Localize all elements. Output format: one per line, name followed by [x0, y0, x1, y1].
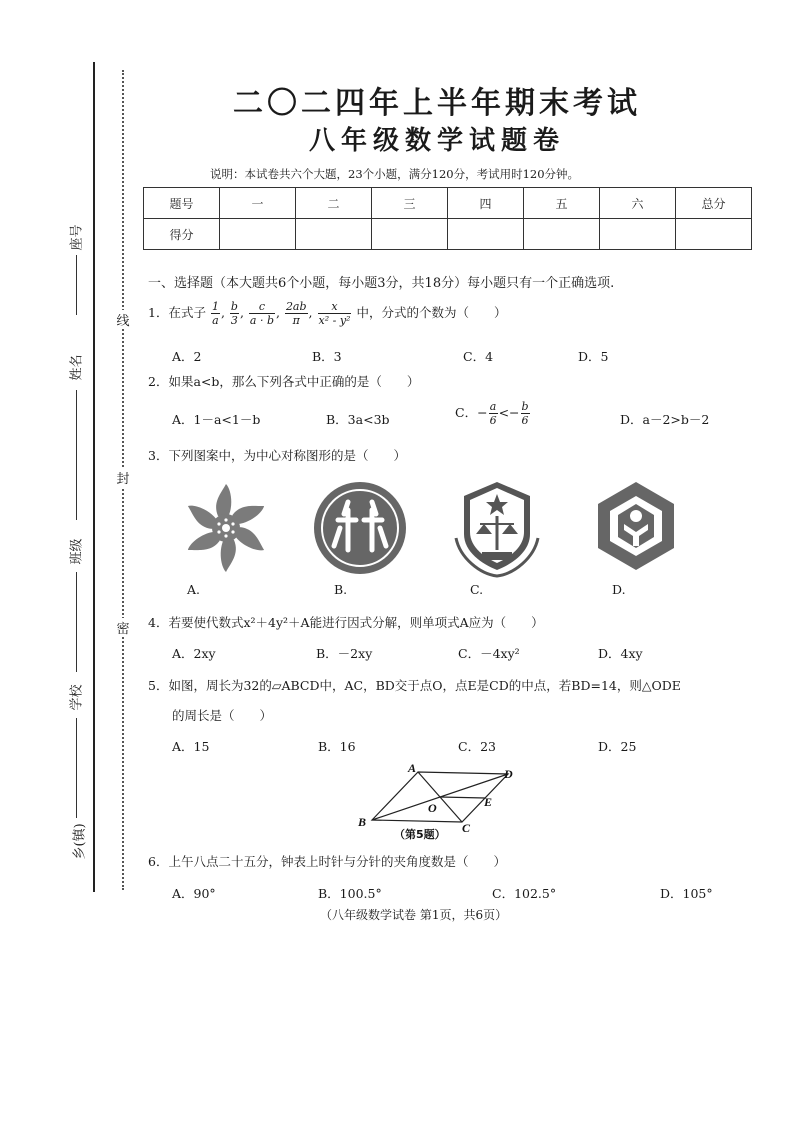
- school-line: [76, 718, 77, 818]
- numerator: c: [249, 300, 275, 314]
- fraction: [230, 300, 239, 327]
- score-cell: 二: [296, 188, 372, 219]
- q5-option-a: A．15: [172, 739, 210, 754]
- figure-caption: （第5题）: [394, 828, 446, 841]
- point-label-e: E: [484, 795, 493, 809]
- score-cell: 一: [220, 188, 296, 219]
- score-cell: [372, 219, 448, 250]
- hexagon-logo-figure: [590, 480, 682, 572]
- q2-option-c: C．− $\frac{a}{6}$ <− $\frac{b}{6}$: [455, 400, 529, 427]
- point-label-o: O: [428, 801, 437, 815]
- q3-option-c: C.: [470, 582, 484, 597]
- denominator: 6: [521, 414, 529, 427]
- q1-suffix: 中，分式的个数为（ ）: [356, 305, 507, 320]
- score-table-score-row: [144, 219, 752, 250]
- q6-option-c: C．102.5°: [492, 886, 557, 901]
- circle-emblem-figure: [312, 480, 408, 576]
- question-1: 1．在式子 $\frac{1}{a}$ , $\frac{b}{3}$ , $\frac{c}{a \cdot b}$ , $\frac{2ab}{\pi}$ , $\frac{x}{\text{x² - y²}}$ 中，分式的个数为（ ）: [148, 300, 507, 327]
- township-label: 乡(镇): [72, 823, 88, 860]
- score-cell: 五: [524, 188, 600, 219]
- numerator: b: [521, 400, 529, 413]
- q2-option-c-label: C．: [455, 405, 478, 420]
- q1-prefix: 1．在式子: [148, 305, 206, 320]
- q4-option-b: B．－2xy: [316, 646, 373, 661]
- numerator: b: [230, 300, 238, 313]
- point-label-d: D: [504, 767, 513, 781]
- flower-pattern-figure: [180, 482, 272, 574]
- point-label-b: B: [358, 815, 367, 829]
- question-2: 2．如果a<b，那么下列各式中正确的是（ ）: [148, 374, 420, 389]
- name-line: [76, 390, 77, 520]
- q1-option-c: C．4: [463, 349, 494, 364]
- numerator: 1: [211, 300, 219, 313]
- fraction: [489, 400, 498, 427]
- score-cell: [220, 219, 296, 250]
- q1-option-a: A．2: [172, 349, 202, 364]
- q2-option-a: A．1－a<1－b: [172, 412, 261, 427]
- q2-option-b: B．3a<3b: [326, 412, 390, 427]
- court-badge-figure: [450, 478, 544, 578]
- q5-option-b: B．16: [318, 739, 356, 754]
- q1-option-b: B．3: [312, 349, 342, 364]
- score-cell: [676, 219, 752, 250]
- parallelogram-figure: [350, 760, 530, 842]
- q6-option-d: D．105°: [660, 886, 713, 901]
- denominator: a · b: [249, 314, 274, 327]
- class-label: 班级: [69, 538, 85, 565]
- seal-char-mi: 密: [114, 618, 132, 637]
- q2-option-d: D．a－2>b－2: [620, 412, 710, 427]
- score-cell: [524, 219, 600, 250]
- score-cell: [448, 219, 524, 250]
- exam-title: 二〇二四年上半年期末考试: [233, 86, 641, 121]
- school-label: 学校: [69, 684, 85, 711]
- fraction: [249, 300, 275, 327]
- fraction: [521, 400, 530, 427]
- fraction: [318, 300, 352, 327]
- seat-number-line: [76, 255, 77, 315]
- score-table-header-row: [144, 188, 752, 219]
- denominator: a: [212, 314, 219, 327]
- score-cell: 总分: [676, 188, 752, 219]
- numerator: a: [489, 400, 497, 413]
- numerator: 2ab: [285, 300, 307, 313]
- binding-line: [93, 62, 95, 892]
- score-cell: 六: [600, 188, 676, 219]
- question-5-line1: 5．如图，周长为32的▱ABCD中，AC，BD交于点O，点E是CD的中点，若BD=14，则△ODE: [148, 678, 681, 693]
- section1-heading: 一、选择题（本大题共6个小题，每小题3分，共18分）每小题只有一个正确选项.: [148, 276, 615, 291]
- question-5-line2: 的周长是（ ）: [172, 708, 273, 723]
- score-cell: 四: [448, 188, 524, 219]
- denominator: 6: [489, 414, 497, 427]
- question-3: 3．下列图案中，为中心对称图形的是（ ）: [148, 448, 406, 463]
- denominator: 3: [230, 314, 238, 327]
- score-table: [143, 187, 752, 250]
- q6-option-a: A．90°: [172, 886, 216, 901]
- q4-option-c: C．－4xy²: [458, 646, 520, 661]
- exam-subtitle: 八年级数学试题卷: [308, 126, 565, 156]
- score-cell: 三: [372, 188, 448, 219]
- score-cell: 题号: [144, 188, 220, 219]
- seal-char-xian: 线: [114, 310, 132, 329]
- q5-option-c: C．23: [458, 739, 496, 754]
- q4-option-a: A．2xy: [172, 646, 216, 661]
- class-line: [76, 572, 77, 672]
- score-cell: [296, 219, 372, 250]
- q5-option-d: D．25: [598, 739, 637, 754]
- exam-instructions: 说明：本试卷共六个大题，23个小题，满分120分，考试用时120分钟。: [210, 167, 580, 181]
- denominator: π: [292, 314, 300, 327]
- q3-option-b: B.: [334, 582, 348, 597]
- point-label-a: A: [408, 761, 417, 775]
- fraction: [285, 300, 308, 327]
- q3-option-d: D.: [612, 582, 626, 597]
- name-label: 姓名: [69, 354, 85, 381]
- score-cell: 得分: [144, 219, 220, 250]
- q6-option-b: B．100.5°: [318, 886, 382, 901]
- q3-option-a: A.: [187, 582, 201, 597]
- denominator: x² - y²: [318, 314, 351, 327]
- q1-option-d: D．5: [578, 349, 609, 364]
- score-cell: [600, 219, 676, 250]
- seat-number-label: 座号: [69, 224, 85, 251]
- question-6: 6．上午八点二十五分，钟表上时针与分针的夹角度数是（ ）: [148, 854, 506, 869]
- point-label-c: C: [462, 821, 471, 835]
- seal-char-feng: 封: [114, 468, 132, 487]
- fraction: [211, 300, 220, 327]
- numerator: x: [318, 300, 352, 314]
- page-footer: （八年级数学试卷 第1页，共6页）: [320, 908, 508, 922]
- q4-option-d: D．4xy: [598, 646, 643, 661]
- question-4: 4．若要使代数式x²＋4y²＋A能进行因式分解，则单项式A应为（ ）: [148, 615, 544, 630]
